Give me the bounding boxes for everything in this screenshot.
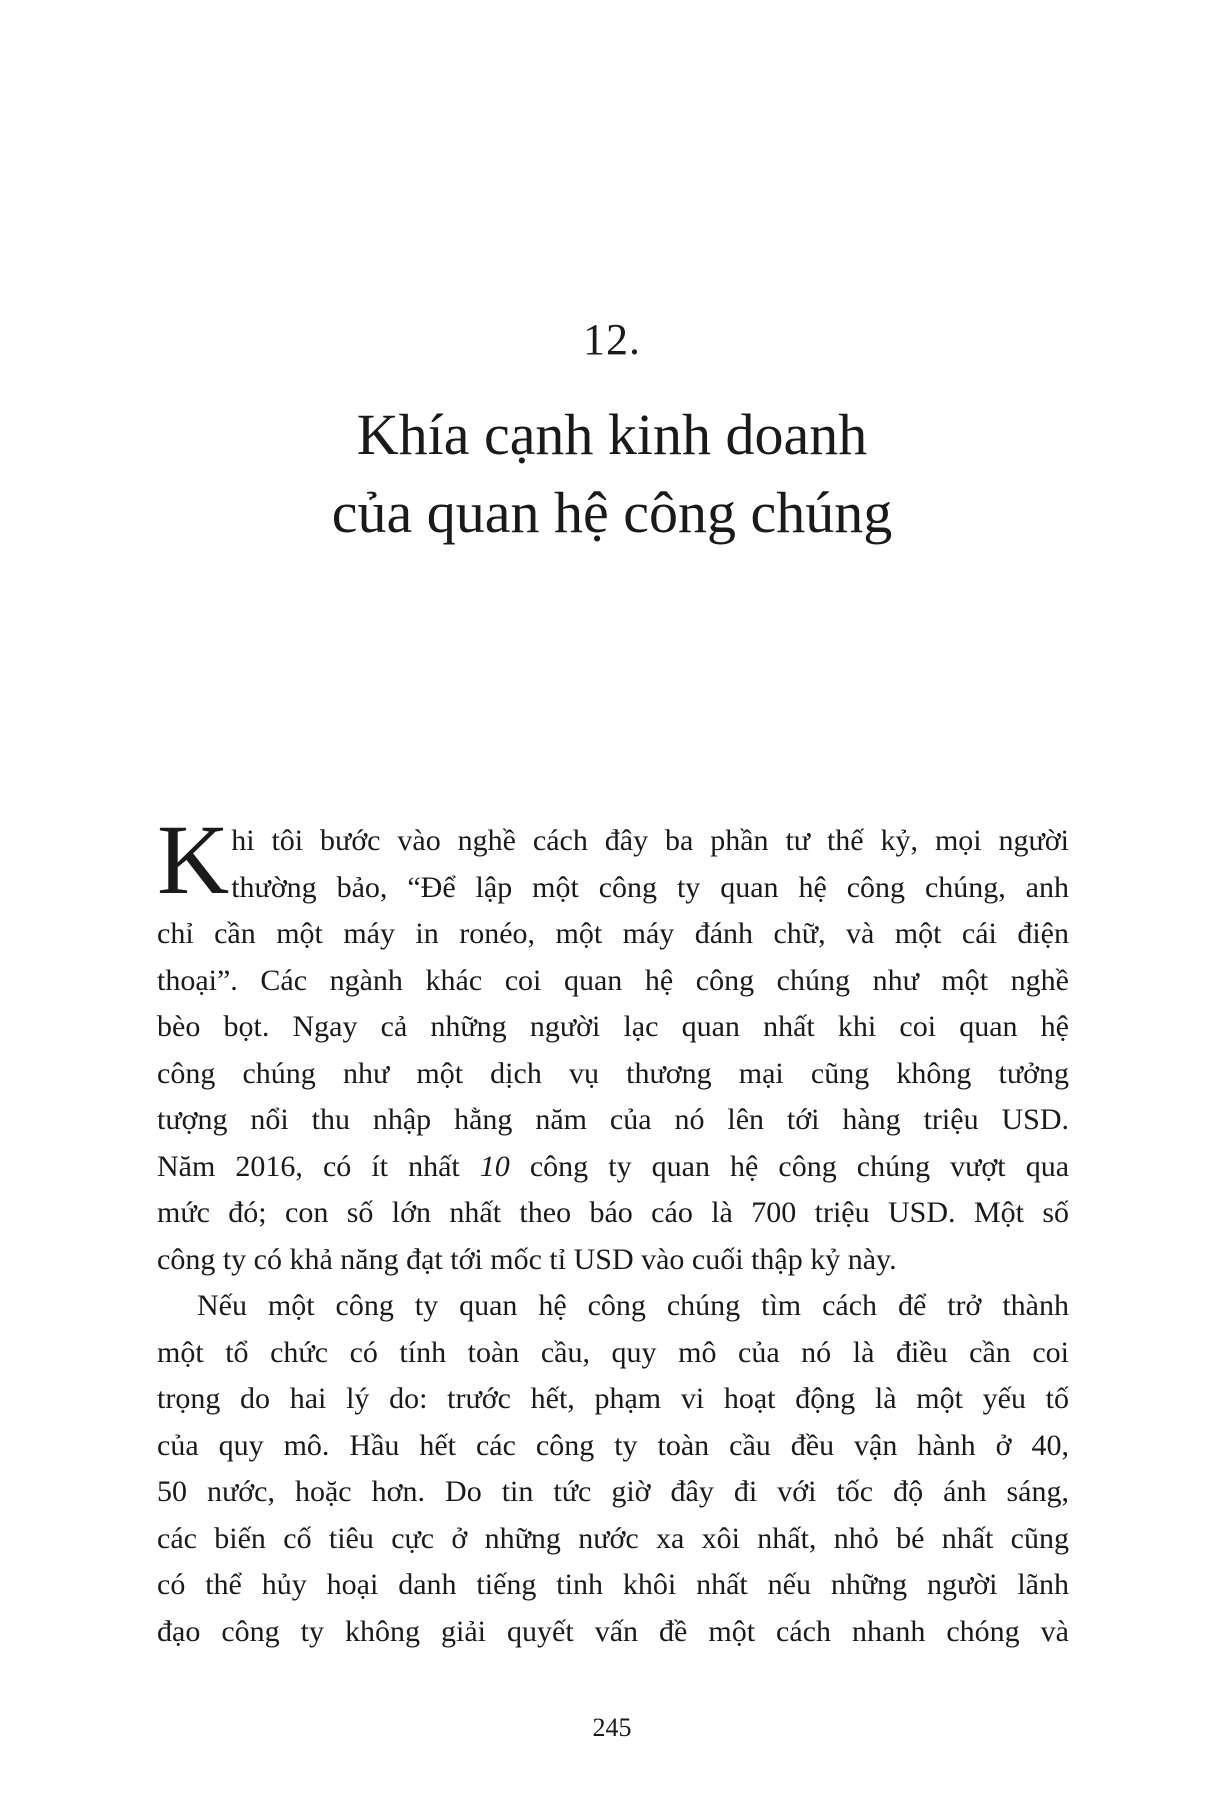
text-line: có thể hủy hoại danh tiếng tinh khôi nhất nếu những người lãnh (157, 1568, 1069, 1601)
text-line: thường bảo, “Để lập một công ty quan hệ công chúng, anh (231, 870, 1069, 904)
text-line: của quy mô. Hầu hết các công ty toàn cầu đều vận hành ở 40, (157, 1428, 1069, 1462)
paragraph-2 (157, 1283, 1069, 1655)
text-line: đạo công ty không giải quyết vấn đề một cách nhanh chóng và (157, 1614, 1069, 1648)
text-line: công chúng như một dịch vụ thương mại cũng không tưởng (157, 1056, 1069, 1090)
text-line: mức đó; con số lớn nhất theo báo cáo là 700 triệu USD. Một số (157, 1196, 1069, 1229)
text-segment: công ty quan hệ công chúng vượt qua (509, 1149, 1070, 1183)
text-line: tượng nổi thu nhập hằng năm của nó lên tới hàng triệu USD. (157, 1103, 1069, 1136)
text-line: thoại”. Các ngành khác coi quan hệ công chúng như một nghề (157, 963, 1069, 997)
chapter-title-line-1: Khía cạnh kinh doanh (356, 402, 868, 467)
text-line: hi tôi bước vào nghề cách đây ba phần tư thế kỷ, mọi người (231, 824, 1069, 857)
text-line: trọng do hai lý do: trước hết, phạm vi hoạt động là một yếu tố (157, 1382, 1069, 1415)
drop-cap: K (157, 804, 230, 915)
text-line: công ty có khả năng đạt tới mốc tỉ USD vào cuối thập kỷ này. (157, 1242, 897, 1276)
text-line: một tổ chức có tính toàn cầu, quy mô của nó là điều cần coi (157, 1335, 1069, 1369)
text-line-with-italic (157, 1144, 1069, 1191)
text-line: 50 nước, hoặc hơn. Do tin tức giờ đây đi với tốc độ ánh sáng, (157, 1475, 1069, 1508)
text-line: chỉ cần một máy in ronéo, một máy đánh chữ, và một cái điện (157, 917, 1069, 950)
body-text (157, 804, 1070, 1655)
chapter-title (0, 396, 1224, 552)
text-line: Nếu một công ty quan hệ công chúng tìm cách để trở thành (197, 1289, 1069, 1322)
text-segment: Năm 2016, có ít nhất (157, 1149, 480, 1183)
paragraph-1 (157, 804, 1070, 1283)
text-line: các biến cố tiêu cực ở những nước xa xôi nhất, nhỏ bé nhất cũng (157, 1521, 1069, 1555)
chapter-number: 12. (583, 315, 641, 364)
page-number: 245 (592, 1713, 632, 1742)
chapter-title-line-2: của quan hệ công chúng (331, 480, 893, 545)
italic-number: 10 (479, 1149, 510, 1183)
text-line: bèo bọt. Ngay cả những người lạc quan nhất khi coi quan hệ (157, 1010, 1069, 1043)
